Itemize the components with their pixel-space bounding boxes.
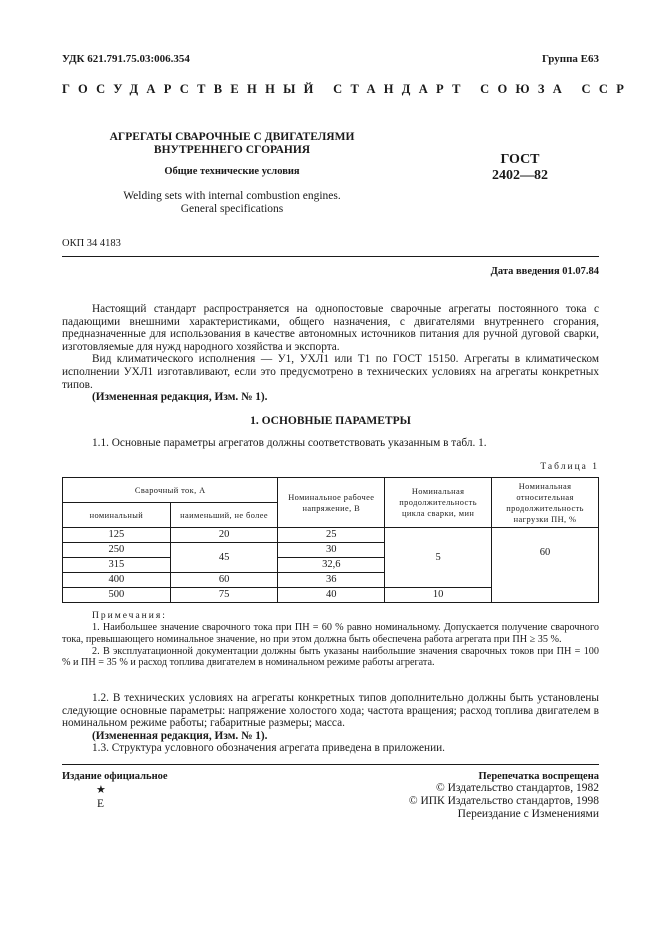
header-min: наименьший, не более	[170, 503, 278, 528]
header-welding-current: Сварочный ток, А	[63, 478, 278, 503]
cell-nominal: 500	[63, 588, 171, 603]
clause-1-2-change-note: (Измененная редакция, Изм. № 1).	[92, 729, 268, 742]
title-line-2: ВНУТРЕННЕГО СГОРАНИЯ	[153, 144, 311, 156]
cell-min: 60	[170, 573, 278, 588]
notes-title: Примечания:	[92, 611, 167, 621]
reprint-prohibited: Перепечатка воспрещена	[478, 771, 599, 782]
cell-min: 45	[170, 543, 278, 573]
reissue-note: Переиздание с Изменениями	[457, 808, 599, 820]
header-voltage: Номинальное рабочее напряжение, В	[278, 478, 385, 528]
table-1-caption: Таблица 1	[540, 462, 599, 472]
footer-rule	[62, 764, 599, 765]
cell-nominal: 250	[63, 543, 171, 558]
cell-cycle: 5	[385, 528, 492, 588]
note-1: 1. Наибольшее значение сварочного тока при ПН = 60 % равно номинальному. Допускается получение сварочного тока, превышающего номинальное значение, но при этом должна быть обеспечена работа агрегата при ПН ≥ 35 %.	[62, 622, 599, 645]
intro-paragraph-1: Настоящий стандарт распространяется на однопостовые сварочные агрегаты постоянного тока с падающими внешними характеристиками, общего назначения, с двигателями внутреннего сгорания, предназначенные для использования в качестве автономных источников питания для ручной дуговой сварки, изготовляемые для нужд народного хозяйства и экспорта.	[62, 303, 599, 353]
section-1-heading: 1. ОСНОВНЫЕ ПАРАМЕТРЫ	[250, 415, 411, 427]
title-english-2: General specifications	[180, 203, 284, 215]
cell-voltage: 36	[278, 573, 385, 588]
copyright-1998: © ИПК Издательство стандартов, 1998	[408, 795, 599, 807]
official-edition: Издание официальное	[62, 771, 168, 782]
state-standard-banner: ГОСУДАРСТВЕННЫЙ СТАНДАРТ СОЮЗА ССР	[62, 82, 633, 96]
table-1	[62, 477, 599, 603]
udc-code: УДК 621.791.75.03:006.354	[62, 53, 190, 65]
gost-label: ГОСТ	[500, 152, 540, 167]
clauses-text	[62, 692, 599, 755]
cell-voltage: 25	[278, 528, 385, 543]
cell-nominal: 125	[63, 528, 171, 543]
gost-number: 2402—82	[492, 168, 548, 183]
cell-load: 60	[492, 528, 599, 603]
header-load-duty: Номинальная относительная продолжительность нагрузки ПН, %	[492, 478, 599, 528]
cell-voltage: 40	[278, 588, 385, 603]
header-nominal: номинальный	[63, 503, 171, 528]
divider-rule	[62, 256, 599, 257]
cell-min: 75	[170, 588, 278, 603]
intro-text	[62, 303, 599, 404]
cell-voltage: 32,6	[278, 558, 385, 573]
cell-cycle: 10	[385, 588, 492, 603]
clause-1-1: 1.1. Основные параметры агрегатов должны соответствовать указанным в табл. 1.	[92, 437, 487, 449]
intro-change-note: (Измененная редакция, Изм. № 1).	[92, 391, 268, 404]
title-line-1: АГРЕГАТЫ СВАРОЧНЫЕ С ДВИГАТЕЛЯМИ	[109, 131, 355, 143]
cell-min: 20	[170, 528, 278, 543]
title-english-1: Welding sets with internal combustion engines.	[123, 190, 341, 202]
notes-text	[62, 622, 599, 669]
edition-letter: Е	[97, 798, 105, 810]
cell-nominal: 315	[63, 558, 171, 573]
clause-1-2: 1.2. В технических условиях на агрегаты конкретных типов дополнительно должны быть установлены следующие основные параметры: напряжение холостого хода; частота вращения; расход топлива двигателем в номинальном режиме работы; габаритные размеры; масса.	[62, 692, 599, 730]
copyright-1982: © Издательство стандартов, 1982	[435, 782, 599, 794]
title-subtitle: Общие технические условия	[164, 166, 300, 177]
cell-nominal: 400	[63, 573, 171, 588]
intro-date: Дата введения 01.07.84	[490, 266, 599, 277]
header-cycle: Номинальная продолжительность цикла сварки, мин	[385, 478, 492, 528]
star-icon: ★	[96, 784, 106, 796]
group-code: Группа Е63	[541, 53, 599, 65]
intro-paragraph-2: Вид климатического исполнения — У1, УХЛ1 или Т1 по ГОСТ 15150. Агрегаты в климатическом исполнении УХЛ1 изготавливают, если это предусмотрено в технических условиях на агрегаты конкретных типов.	[62, 353, 599, 391]
clause-1-3: 1.3. Структура условного обозначения агрегата приведена в приложении.	[92, 742, 445, 755]
okp-code: ОКП 34 4183	[62, 238, 121, 249]
note-2: 2. В эксплуатационной документации должны быть указаны наибольшие значения сварочных токов при ПН = 100 % и ПН = 35 % и расход топлива двигателем в номинальном режиме работы агрегата.	[62, 645, 599, 669]
cell-voltage: 30	[278, 543, 385, 558]
table-row	[63, 528, 599, 543]
